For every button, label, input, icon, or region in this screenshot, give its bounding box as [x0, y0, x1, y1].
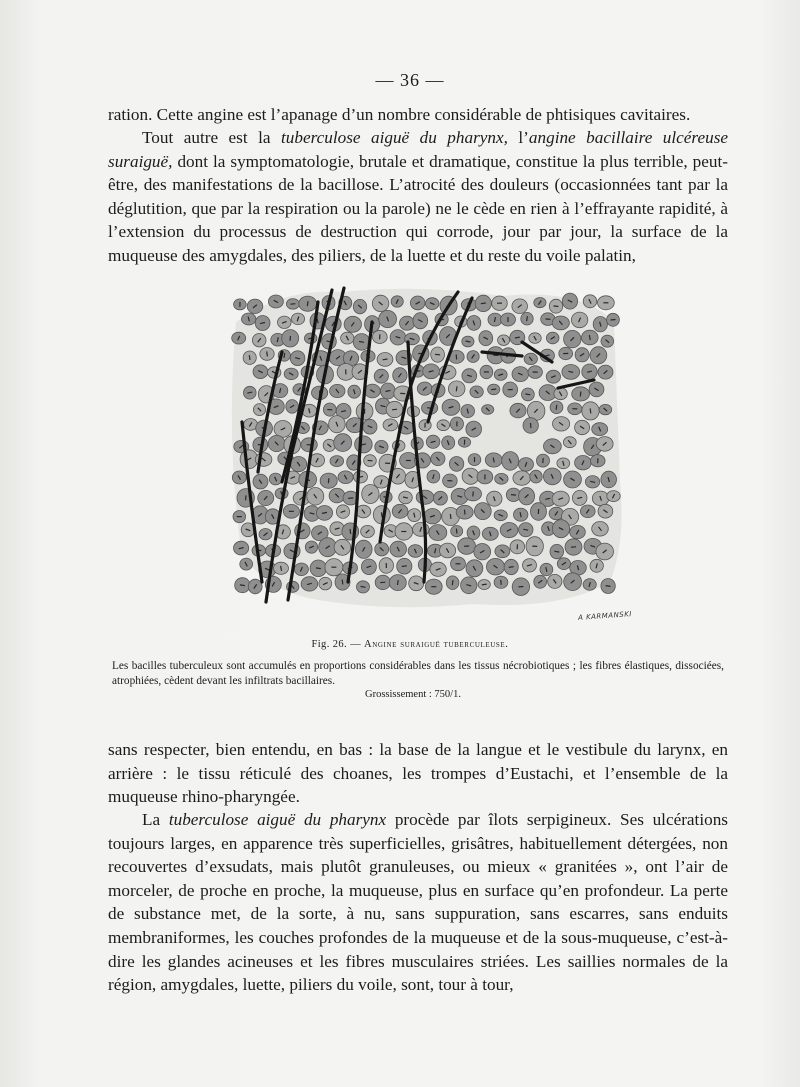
- figure-legend: Les bacilles tuberculeux sont accumulés en proportions considérables dans les tissus nécrobiotiques ; les fibres élastiques, dissociées, atrophiées, cèdent devant les infiltrats bacillaires.: [112, 660, 724, 687]
- histology-figure: [222, 282, 627, 617]
- bacillus-mark: [491, 389, 496, 390]
- bacillus-mark: [267, 351, 268, 356]
- bacillus-mark: [381, 512, 382, 517]
- bacillus-mark: [580, 392, 581, 397]
- text-run: Tout autre est la: [142, 128, 281, 147]
- tissue-illustration: [222, 282, 627, 617]
- paragraph-serpiginous: [108, 808, 728, 997]
- bacillus-mark: [501, 580, 502, 585]
- bacillus-mark: [590, 408, 591, 413]
- bacillus-mark: [342, 580, 343, 585]
- italic-term: angine bacillaire ulcéreuse suraiguë,: [108, 128, 729, 171]
- italic-term: tuberculose aiguë du pharynx: [168, 810, 387, 829]
- text-run: procède par îlots serpigineux. Ses ulcérations toujours larges, en apparence très superficielles, grisâtres, habituellement détergées, non recouvertes d’exsudats, mais plutôt granuleuses, ou mieux « granitées », ont l’air de morceler, de proche en proche, la muqueuse, plus en surface qu’en profondeur. La perte de substance met, de la sorte, à nu, sans suppuration, sans escarres, sans enduits membraniformes, les couches profondes de la muqueuse et de la sous-muqueuse, c’est-à-dire les glandes acineuses et les fibres musculaires striées. Les saillies normales de la région, amygdales, luette, piliers du voile, sont, tour à tour,: [108, 810, 728, 995]
- bacillus-mark: [606, 586, 611, 587]
- bacillus-mark: [473, 492, 474, 497]
- bacillus-mark: [456, 386, 457, 391]
- bacillus-mark: [284, 353, 285, 358]
- bacillus-mark: [450, 514, 451, 519]
- text-run: dont la symptomatologie, brutale et dramatique, constitue la plus terrible, peut-être, des manifestations de la bacillose. L’atrocité des douleurs (occasionnées tant par la déglutition, que par la respiration ou la parole) ne le cède en rien à l’effrayante rapidité, à l’extension du processus de destruction qui corrode, jour par jour, la surface de la muqueuse des amygdales, des piliers, de la luette et du reste du voile palatin,: [108, 151, 728, 265]
- paragraph-continuation: ration. Cette angine est l’apanage d’un nombre considérable de phtisiques cavitaires.: [108, 105, 691, 124]
- bacillus-mark: [383, 359, 388, 360]
- figure-caption: [0, 639, 800, 650]
- bacillus-mark: [611, 320, 616, 321]
- bacillus-mark: [348, 498, 353, 499]
- text-run: l’: [507, 128, 529, 147]
- figure-magnification: Grossissement : 750/1.: [365, 689, 461, 700]
- bacillus-mark: [350, 529, 351, 534]
- bacillus-mark: [554, 306, 559, 307]
- paragraph-extension: sans respecter, bien entendu, en bas : la base de la langue et le vestibule du larynx, en arrière : le tissu réticulé des choanes, les trompes d’Eustachi, et l’ensemble de la muqueuse rhino-pharyngée.: [108, 740, 728, 807]
- bacillus-mark: [316, 568, 321, 569]
- bacillus-mark: [290, 336, 291, 341]
- bacillus-mark: [545, 319, 550, 320]
- figure-title: Angine suraiguë tuberculeuse.: [364, 639, 509, 650]
- page-number: — 36 —: [375, 70, 445, 90]
- artist-signature: A KARMANSKI: [577, 610, 633, 622]
- bacillus-mark: [465, 510, 466, 515]
- bacillus-mark: [359, 342, 364, 343]
- bacillus-mark: [556, 405, 557, 410]
- paragraph-acute-tuberculosis: [108, 126, 728, 268]
- bacillus-mark: [511, 495, 516, 496]
- bacillus-mark: [482, 584, 487, 585]
- bacillus-mark: [328, 478, 329, 483]
- bacillus-mark: [307, 301, 308, 306]
- bacillus-mark: [240, 585, 245, 586]
- bacillus-mark: [452, 580, 453, 585]
- text-run: La: [142, 810, 169, 829]
- bacillus-mark: [402, 566, 407, 567]
- bacillus-mark: [481, 303, 486, 304]
- figure-label: Fig. 26. —: [311, 639, 361, 650]
- bacillus-mark: [290, 304, 295, 305]
- bacillus-mark: [527, 316, 528, 321]
- bacillus-mark: [249, 355, 250, 360]
- italic-term: tuberculose aiguë du pharynx,: [280, 128, 508, 147]
- bacillus-mark: [392, 409, 397, 410]
- bacillus-mark: [456, 529, 457, 534]
- bacillus-mark: [398, 580, 399, 585]
- bacillus-mark: [509, 567, 514, 568]
